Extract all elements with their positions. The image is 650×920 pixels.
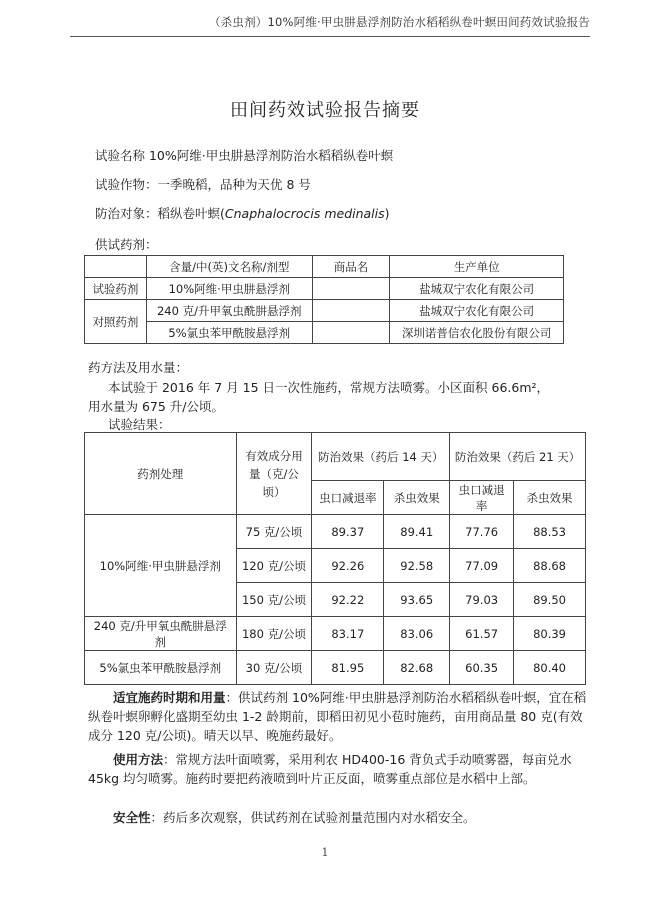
table-row <box>85 322 564 344</box>
table-cell: 77.76 <box>450 515 514 549</box>
table-cell: 92.22 <box>312 583 384 617</box>
supply-heading: 供试药剂： <box>95 237 158 252</box>
table-cell: 79.03 <box>450 583 514 617</box>
target-prefix: 防治对象：稻纵卷叶螟( <box>95 206 225 221</box>
table-header-cell: 有效成分用量（克/公顷） <box>236 433 312 515</box>
table-cell: 10%阿维·甲虫肼悬浮剂 <box>85 515 237 617</box>
table-cell: 10%阿维·甲虫肼悬浮剂 <box>146 278 312 300</box>
table-row <box>85 278 564 300</box>
table-cell: 180 克/公顷 <box>236 617 312 651</box>
table-cell: 240 克/升甲氧虫酰肼悬浮剂 <box>146 300 312 322</box>
table-cell: 89.41 <box>384 515 450 549</box>
table-cell: 盐城双宁农化有限公司 <box>390 300 564 322</box>
results-heading: 试验结果： <box>108 417 171 432</box>
method-line-2: 用水量为 675 升/公顷。 <box>88 399 225 414</box>
table-cell: 88.53 <box>514 515 586 549</box>
table-cell: 61.57 <box>450 617 514 651</box>
table-row <box>85 256 564 278</box>
table-header-cell: 防治效果（药后 14 天） <box>312 433 450 481</box>
table-row <box>85 651 586 685</box>
document-header: （杀虫剂）10%阿维·甲虫肼悬浮剂防治水稻稻纵卷叶螟田间药效试验报告 <box>208 15 590 29</box>
target-suffix: ) <box>384 206 390 221</box>
table-cell <box>312 322 390 344</box>
table-cell: 盐城双宁农化有限公司 <box>390 278 564 300</box>
table-header-cell: 生产单位 <box>390 256 564 278</box>
table-header-cell: 虫口减退率 <box>312 481 384 515</box>
table-cell: 88.68 <box>514 549 586 583</box>
table-row <box>85 515 586 549</box>
timing-text: ：供试药剂 10%阿维·甲虫肼悬浮剂防治水稻稻纵卷叶螟，宜在稻纵卷叶螟卵孵化盛期至幼虫 1-2 龄期前，即稻田初见小苞时施药，亩用商品量 80 克(有效成分 120 克/公顷)。晴天以早、晚施药最好。 <box>88 690 587 743</box>
header-rule <box>70 36 590 37</box>
table-cell <box>312 278 390 300</box>
table-cell: 82.68 <box>384 651 450 685</box>
table-header-cell: 含量/中(英)文名称/剂型 <box>146 256 312 278</box>
table-row <box>85 617 586 651</box>
table-cell: 77.09 <box>450 549 514 583</box>
usage-text: ：常规方法叶面喷雾，采用利农 HD400-16 背负式手动喷雾器，每亩兑水 45kg 均匀喷雾。施药时要把药液喷到叶片正反面，喷雾重点部位是水稻中上部。 <box>88 752 572 786</box>
table-cell: 75 克/公顷 <box>236 515 312 549</box>
table-header-cell: 商品名 <box>312 256 390 278</box>
safety-paragraph <box>88 808 588 827</box>
table-cell: 深圳诺普信农化股份有限公司 <box>390 322 564 344</box>
table-cell: 93.65 <box>384 583 450 617</box>
table-cell: 试验药剂 <box>85 278 147 300</box>
table-cell: 89.37 <box>312 515 384 549</box>
timing-paragraph <box>88 688 588 745</box>
usage-label: 使用方法 <box>113 752 164 767</box>
method-heading: 药方法及用水量： <box>88 360 189 375</box>
safety-text: ：药后多次观察，供试药剂在试验剂量范围内对水稻安全。 <box>150 810 476 825</box>
table-cell: 60.35 <box>450 651 514 685</box>
table-cell: 30 克/公顷 <box>236 651 312 685</box>
table-header-cell: 杀虫效果 <box>384 481 450 515</box>
table-cell: 5%氯虫苯甲酰胺悬浮剂 <box>85 651 237 685</box>
table-cell: 92.26 <box>312 549 384 583</box>
table-cell: 89.50 <box>514 583 586 617</box>
table-header-cell: 杀虫效果 <box>514 481 586 515</box>
table-cell: 240 克/升甲氧虫酰肼悬浮剂 <box>85 617 237 651</box>
usage-paragraph <box>88 750 588 788</box>
trial-crop: 试验作物：一季晚稻，品种为天优 8 号 <box>95 177 311 192</box>
table-cell: 80.40 <box>514 651 586 685</box>
table-cell: 对照药剂 <box>85 300 147 344</box>
timing-label: 适宜施药时期和用量 <box>113 690 226 705</box>
results-table <box>84 432 586 685</box>
table-cell: 83.17 <box>312 617 384 651</box>
table-cell: 92.58 <box>384 549 450 583</box>
table-row <box>85 300 564 322</box>
table-cell: 83.06 <box>384 617 450 651</box>
method-line-1: 本试验于 2016 年 7 月 15 日一次性施药，常规方法喷雾。小区面积 66.6m²， <box>108 380 550 395</box>
page-title: 田间药效试验报告摘要 <box>230 100 420 121</box>
table-row <box>85 433 586 481</box>
target-scientific-name: Cnaphalocrocis medinalis <box>224 206 385 221</box>
table-header-cell <box>85 256 147 278</box>
table-header-cell: 防治效果（药后 21 天） <box>450 433 586 481</box>
supply-table <box>84 255 564 344</box>
table-header-cell: 虫口减退率 <box>450 481 514 515</box>
safety-label: 安全性 <box>113 810 151 825</box>
trial-name: 试验名称 10%阿维·甲虫肼悬浮剂防治水稻稻纵卷叶螟 <box>95 148 394 163</box>
table-cell: 80.39 <box>514 617 586 651</box>
table-cell: 120 克/公顷 <box>236 549 312 583</box>
table-cell: 5%氯虫苯甲酰胺悬浮剂 <box>146 322 312 344</box>
table-cell: 150 克/公顷 <box>236 583 312 617</box>
table-cell: 81.95 <box>312 651 384 685</box>
table-header-cell: 药剂处理 <box>85 433 237 515</box>
table-cell <box>312 300 390 322</box>
page-number: 1 <box>321 846 329 859</box>
trial-target <box>95 204 390 222</box>
